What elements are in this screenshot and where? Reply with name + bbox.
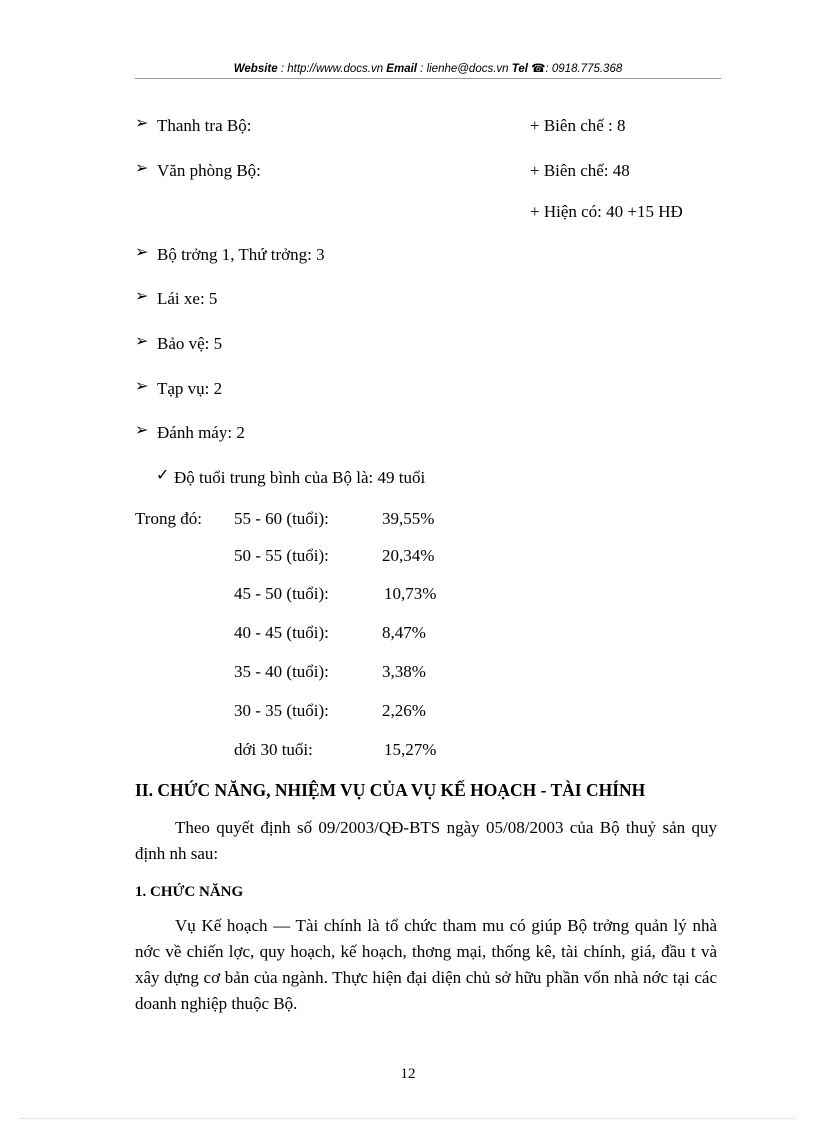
staff-item-drivers: Lái xe: 5 [157,289,218,308]
subheading-functions: 1. CHỨC NĂNG [135,884,244,900]
average-age: Độ tuổi trung bình của Bộ là: 49 tuổi [174,468,426,487]
arrow-bullet-icon: ➢ [135,113,149,132]
age-range: 35 - 40 (tuổi): [234,662,329,681]
age-range: 30 - 35 (tuổi): [234,701,329,720]
arrow-bullet-icon: ➢ [135,242,149,261]
function-paragraph [135,913,717,1017]
section-intro-text: Theo quyết định số 09/2003/QĐ-BTS ngày 05/08/2003 của Bộ thuỷ sản quy định nh sau: [135,818,717,863]
section-heading: II. CHỨC NĂNG, NHIỆM VỤ CỦA VỤ KẾ HOẠCH - TÀI CHÍNH [135,780,646,800]
website-label: Website [233,63,278,75]
phone-icon: ☎ [531,63,546,75]
age-percent: 15,27% [384,740,437,759]
arrow-bullet-icon: ➢ [135,331,149,350]
arrow-bullet-icon: ➢ [135,286,149,305]
age-range: 45 - 50 (tuổi): [234,584,329,603]
age-percent: 3,38% [382,662,426,681]
staff-item-inspectorate-detail: + Biên chế : 8 [530,116,626,135]
checkmark-icon: ✓ [156,465,170,484]
age-percent: 39,55% [382,509,435,528]
website-value: : http://www.docs.vn [277,63,387,75]
section-intro [135,815,717,867]
arrow-bullet-icon: ➢ [135,158,149,177]
arrow-bullet-icon: ➢ [135,420,149,439]
staff-item-office: Văn phòng Bộ: [157,161,261,180]
page-bottom-divider [20,1118,796,1119]
staff-item-guards: Bảo vệ: 5 [157,334,223,353]
staff-item-misc: Tạp vụ: 2 [157,379,223,398]
age-range: dới 30 tuổi: [234,740,313,759]
arrow-bullet-icon: ➢ [135,376,149,395]
staff-item-office-detail-current: + Hiện có: 40 +15 HĐ [530,202,683,221]
age-range: 50 - 55 (tuổi): [234,546,329,565]
age-percent: 20,34% [382,546,435,565]
tel-label: Tel [511,63,528,75]
header-divider [135,78,721,79]
staff-item-typists: Đánh máy: 2 [157,423,245,442]
age-intro: Trong đó: [135,509,202,528]
age-range: 55 - 60 (tuổi): [234,509,329,528]
page-header [135,61,721,75]
function-paragraph-text: Vụ Kế hoạch — Tài chính là tổ chức tham mu có giúp Bộ trởng quản lý nhà nớc về chiến lợc, quy hoạch, kế hoạch, thơng mại, thống kê, tài chính, giá, đầu t và xây dựng cơ bản của ngành. Thực hiện đại diện chủ sở hữu phần vốn nhà nớc tại các doanh nghiệp thuộc Bộ. [135,916,717,1013]
staff-item-ministers: Bộ trởng 1, Thứ trởng: 3 [157,245,325,264]
age-range: 40 - 45 (tuổi): [234,623,329,642]
staff-item-inspectorate: Thanh tra Bộ: [157,116,252,135]
email-label: Email [386,63,417,75]
tel-value: : 0918.775.368 [545,63,623,75]
age-percent: 10,73% [384,584,437,603]
staff-item-office-detail: + Biên chế: 48 [530,161,630,180]
age-percent: 8,47% [382,623,426,642]
email-value: : lienhe@docs.vn [416,63,512,75]
age-percent: 2,26% [382,701,426,720]
page-number: 12 [400,1066,416,1082]
